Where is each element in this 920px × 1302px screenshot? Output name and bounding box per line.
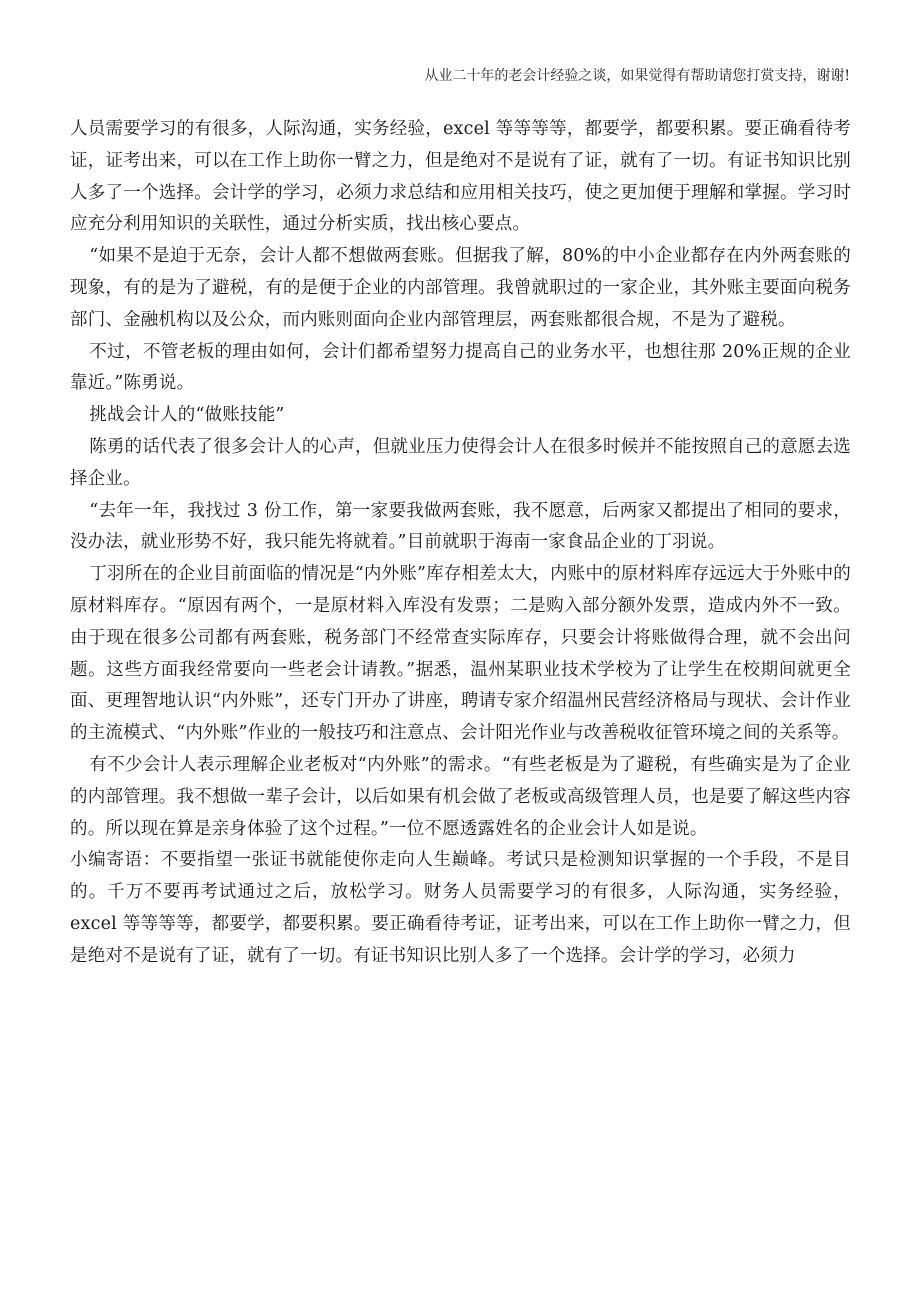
paragraph-1: 人员需要学习的有很多，人际沟通，实务经验，excel 等等等等，都要学，都要积累。要正确看待考证，证考出来，可以在工作上助你一臂之力，但是绝对不是说有了证，就有了一切。有证书知识比别人多了一个选择。会计学的学习，必须力求总结和应用相关技巧，使之更加便于理解和掌握。学习时应充分利用知识的关联性，通过分析实质，找出核心要点。 (70, 119, 851, 235)
paragraph-2: “如果不是迫于无奈，会计人都不想做两套账。但据我了解，80%的中小企业都存在内外两套账的现象，有的是为了避税，有的是便于企业的内部管理。我曾就职过的一家企业，其外账主要面向税务部门、金融机构以及公众，而内账则面向企业内部管理层，两套账都很合规，不是为了避税。 (70, 246, 851, 330)
paragraph-6: “去年一年，我找过 3 份工作，第一家要我做两套账，我不愿意，后两家又都提出了相同的要求，没办法，就业形势不好，我只能先将就着。”目前就职于海南一家食品企业的丁羽说。 (70, 500, 851, 553)
editor-note: 小编寄语：不要指望一张证书就能使你走向人生巅峰。考试只是检测知识掌握的一个手段，不是目的。千万不要再考试通过之后，放松学习。财务人员需要学习的有很多，人际沟通，实务经验，excel 等等等等，都要学，都要积累。要正确看待考证，证考出来，可以在工作上助你一臂之力，但是绝对不是说有了证，就有了一切。有证书知识比别人多了一个选择。会计学的学习，必须力 (70, 850, 851, 966)
article-body (70, 114, 851, 973)
paragraph-8: 有不少会计人表示理解企业老板对“内外账”的需求。“有些老板是为了避税，有些确实是为了企业的内部管理。我不想做一辈子会计，以后如果有机会做了老板或高级管理人员，也是要了解这些内容的。所以现在算是亲身体验了这个过程。”一位不愿透露姓名的企业会计人如是说。 (70, 754, 851, 839)
section-heading: 挑战会计人的“做账技能” (89, 405, 285, 426)
paragraph-7: 丁羽所在的企业目前面临的情况是“内外账”库存相差太大，内账中的原材料库存远远大于外账中的原材料库存。“原因有两个，一是原材料入库没有发票；二是购入部分额外发票，造成内外不一致。由于现在很多公司都有两套账，税务部门不经常查实际库存，只要会计将账做得合理，就不会出问题。这些方面我经常要向一些老会计请教。”据悉，温州某职业技术学校为了让学生在校期间就更全面、更理智地认识“内外账”，还专门开办了讲座，聘请专家介绍温州民营经济格局与现状、会计作业的主流模式、“内外账”作业的一般技巧和注意点、会计阳光作业与改善税收征管环境之间的关系等。 (70, 564, 851, 744)
paragraph-5: 陈勇的话代表了很多会计人的心声，但就业压力使得会计人在很多时候并不能按照自己的意愿去选择企业。 (70, 436, 851, 489)
paragraph-3: 不过，不管老板的理由如何，会计们都希望努力提高自己的业务水平，也想往那 20%正规的企业靠近。”陈勇说。 (70, 341, 851, 394)
page-header: 从业二十年的老会计经验之谈，如果觉得有帮助请您打赏支持，谢谢! (424, 68, 850, 84)
